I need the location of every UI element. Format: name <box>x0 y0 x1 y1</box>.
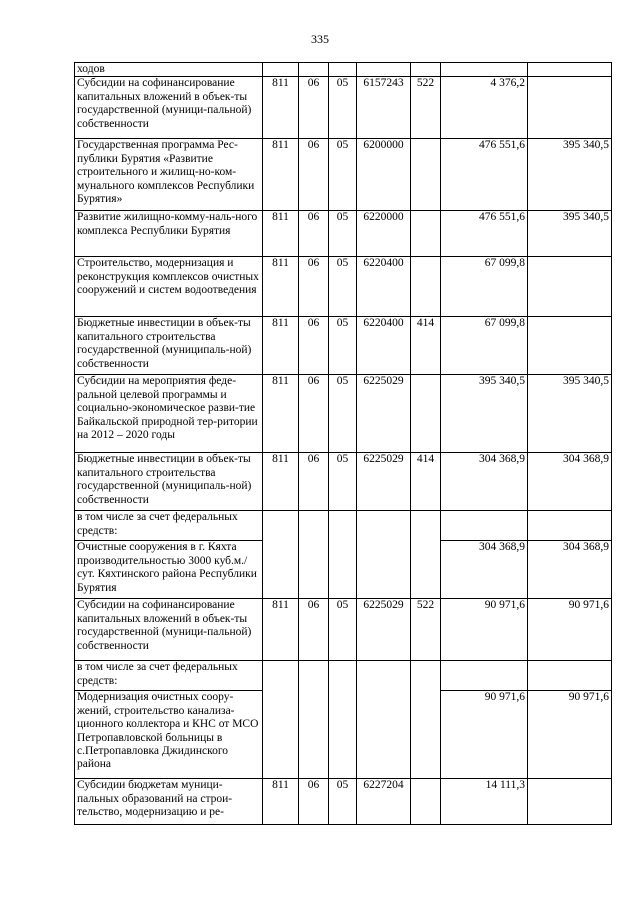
csr-cell <box>357 63 411 77</box>
row-name: Субсидии бюджетам муници-пальных образований на строи-тельство, модернизацию и ре- <box>75 779 263 825</box>
csr-cell: 6220000 <box>357 211 411 257</box>
csr-cell: 6227204 <box>357 779 411 825</box>
ved-cell <box>263 63 299 77</box>
rz-cell: 06 <box>299 77 329 139</box>
amount-cell <box>528 779 612 825</box>
pr-cell: 05 <box>329 779 357 825</box>
vr-cell: 414 <box>411 317 441 375</box>
row-name: ходов <box>75 63 263 77</box>
page-number: 335 <box>311 32 329 46</box>
pr-cell: 05 <box>329 77 357 139</box>
row-name: Развитие жилищно-комму-наль-ного комплекса Республики Бурятия <box>75 211 263 257</box>
pr-cell <box>329 63 357 77</box>
row-name: Строительство, модернизация и реконструкция комплексов очистных сооружений и систем водоотведения <box>75 257 263 317</box>
vr-cell <box>411 257 441 317</box>
amount-cell <box>528 317 612 375</box>
row-name: Очистные сооружения в г. Кяхта производительностью 3000 куб.м./сут. Кяхтинского района Республики Бурятия <box>75 541 263 599</box>
amount-cell: 304 368,9 <box>528 453 612 511</box>
ved-cell <box>263 511 299 541</box>
amount-cell: 67 099,8 <box>441 317 528 375</box>
budget-table <box>74 62 612 825</box>
row-name: Субсидии на мероприятия феде-ральной целевой программы и социально-экономическое разви-тие Байкальской природной тер-ритории на 2012 – 2020 годы <box>75 375 263 453</box>
table-row <box>75 599 612 661</box>
rz-cell <box>299 541 329 599</box>
table-row <box>75 541 612 599</box>
row-name: Бюджетные инвестиции в объек-ты капитального строительства государственной (муниципаль-ной) собственности <box>75 317 263 375</box>
rz-cell: 06 <box>299 139 329 211</box>
csr-cell <box>357 511 411 541</box>
vr-cell: 522 <box>411 599 441 661</box>
vr-cell <box>411 541 441 599</box>
amount-cell: 90 971,6 <box>528 599 612 661</box>
rz-cell <box>299 511 329 541</box>
table-row <box>75 661 612 691</box>
row-name: Государственная программа Рес-публики Бурятия «Развитие строительного и жилищ-но-ком-мунального комплексов Республики Бурятия» <box>75 139 263 211</box>
table-row <box>75 453 612 511</box>
rz-cell: 06 <box>299 317 329 375</box>
vr-cell <box>411 691 441 779</box>
amount-cell: 395 340,5 <box>528 211 612 257</box>
pr-cell: 05 <box>329 257 357 317</box>
pr-cell: 05 <box>329 211 357 257</box>
amount-cell: 4 376,2 <box>441 77 528 139</box>
csr-cell: 6220400 <box>357 257 411 317</box>
rz-cell: 06 <box>299 599 329 661</box>
ved-cell: 811 <box>263 77 299 139</box>
rz-cell <box>299 691 329 779</box>
table-row <box>75 139 612 211</box>
rz-cell: 06 <box>299 211 329 257</box>
amount-cell: 476 551,6 <box>441 211 528 257</box>
rz-cell: 06 <box>299 257 329 317</box>
amount-cell: 304 368,9 <box>528 541 612 599</box>
amount-cell: 395 340,5 <box>441 375 528 453</box>
rz-cell: 06 <box>299 375 329 453</box>
vr-cell <box>411 211 441 257</box>
csr-cell: 6225029 <box>357 599 411 661</box>
pr-cell: 05 <box>329 375 357 453</box>
amount-cell <box>441 63 528 77</box>
csr-cell: 6200000 <box>357 139 411 211</box>
vr-cell <box>411 779 441 825</box>
ved-cell: 811 <box>263 375 299 453</box>
row-name: Субсидии на софинансирование капитальных вложений в объек-ты государственной (муници-пальной) собственности <box>75 599 263 661</box>
amount-cell <box>441 661 528 691</box>
amount-cell <box>441 511 528 541</box>
table-row <box>75 317 612 375</box>
row-name: в том числе за счет федеральных средств: <box>75 511 263 541</box>
ved-cell <box>263 691 299 779</box>
csr-cell: 6225029 <box>357 375 411 453</box>
vr-cell <box>411 375 441 453</box>
pr-cell <box>329 541 357 599</box>
ved-cell: 811 <box>263 317 299 375</box>
vr-cell <box>411 63 441 77</box>
ved-cell: 811 <box>263 453 299 511</box>
ved-cell <box>263 661 299 691</box>
vr-cell: 522 <box>411 77 441 139</box>
pr-cell: 05 <box>329 453 357 511</box>
row-name: Бюджетные инвестиции в объек-ты капитального строительства государственной (муниципаль-ной) собственности <box>75 453 263 511</box>
row-name: Субсидии на софинансирование капитальных вложений в объек-ты государственной (муници-пальной) собственности <box>75 77 263 139</box>
amount-cell: 67 099,8 <box>441 257 528 317</box>
amount-cell: 304 368,9 <box>441 453 528 511</box>
amount-cell: 304 368,9 <box>441 541 528 599</box>
rz-cell <box>299 63 329 77</box>
vr-cell <box>411 511 441 541</box>
csr-cell: 6225029 <box>357 453 411 511</box>
pr-cell: 05 <box>329 317 357 375</box>
amount-cell <box>528 63 612 77</box>
amount-cell <box>528 661 612 691</box>
pr-cell <box>329 661 357 691</box>
csr-cell: 6157243 <box>357 77 411 139</box>
amount-cell: 395 340,5 <box>528 139 612 211</box>
ved-cell: 811 <box>263 257 299 317</box>
ved-cell: 811 <box>263 211 299 257</box>
amount-cell: 14 111,3 <box>441 779 528 825</box>
vr-cell: 414 <box>411 453 441 511</box>
ved-cell: 811 <box>263 139 299 211</box>
rz-cell: 06 <box>299 779 329 825</box>
amount-cell: 90 971,6 <box>528 691 612 779</box>
csr-cell: 6220400 <box>357 317 411 375</box>
csr-cell <box>357 541 411 599</box>
table-row <box>75 63 612 77</box>
vr-cell <box>411 661 441 691</box>
pr-cell <box>329 691 357 779</box>
amount-cell <box>528 77 612 139</box>
pr-cell: 05 <box>329 139 357 211</box>
table-row <box>75 375 612 453</box>
table-row <box>75 779 612 825</box>
table-row <box>75 691 612 779</box>
amount-cell: 476 551,6 <box>441 139 528 211</box>
amount-cell <box>528 511 612 541</box>
ved-cell: 811 <box>263 779 299 825</box>
rz-cell <box>299 661 329 691</box>
ved-cell: 811 <box>263 599 299 661</box>
table-row <box>75 257 612 317</box>
pr-cell: 05 <box>329 599 357 661</box>
amount-cell: 90 971,6 <box>441 691 528 779</box>
ved-cell <box>263 541 299 599</box>
pr-cell <box>329 511 357 541</box>
amount-cell: 395 340,5 <box>528 375 612 453</box>
table-row <box>75 77 612 139</box>
amount-cell <box>528 257 612 317</box>
table-row <box>75 211 612 257</box>
amount-cell: 90 971,6 <box>441 599 528 661</box>
row-name: Модернизация очистных соору-жений, строительство канализа-ционного коллектора и КНС от МСО Петропавловской больницы в с.Петропавловка Джидинского района <box>75 691 263 779</box>
table-row <box>75 511 612 541</box>
row-name: в том числе за счет федеральных средств: <box>75 661 263 691</box>
csr-cell <box>357 691 411 779</box>
csr-cell <box>357 661 411 691</box>
vr-cell <box>411 139 441 211</box>
rz-cell: 06 <box>299 453 329 511</box>
